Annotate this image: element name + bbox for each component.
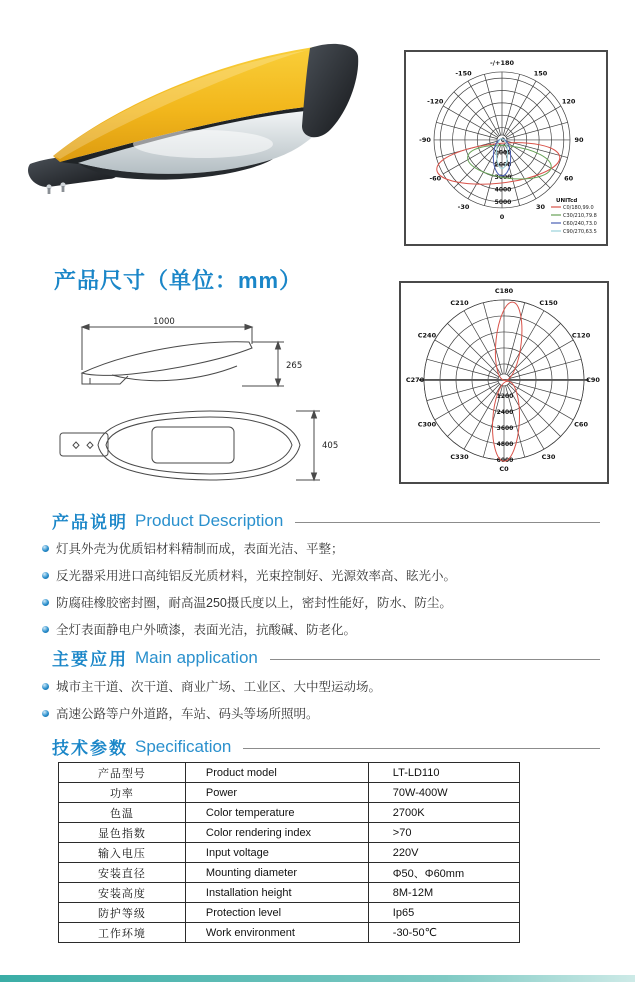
end-cap [302, 44, 358, 137]
side-view-drawing [82, 317, 302, 386]
spec-table [58, 762, 520, 943]
bullet-icon [42, 683, 49, 690]
spec-zh-cell: 功率 [59, 783, 186, 803]
svg-text:0: 0 [500, 136, 506, 144]
spec-value-cell: 220V [368, 843, 519, 863]
heading-rule [243, 748, 600, 749]
table-row [59, 823, 520, 843]
bolt-stem [62, 186, 65, 192]
spec-en-cell: Protection level [185, 903, 368, 923]
table-row [59, 863, 520, 883]
photometric-diagram-1 [404, 50, 608, 246]
svg-text:UNITcd: UNITcd [556, 198, 578, 204]
svg-text:2400: 2400 [496, 408, 514, 416]
svg-text:C240: C240 [417, 331, 437, 340]
svg-text:C60: C60 [574, 420, 588, 429]
svg-text:0: 0 [499, 213, 505, 222]
table-row [59, 803, 520, 823]
radial-labels [497, 393, 514, 464]
svg-text:C300: C300 [417, 420, 437, 429]
svg-text:C0: C0 [499, 465, 509, 474]
svg-text:C270: C270 [405, 376, 425, 385]
bullet-icon [42, 626, 49, 633]
dim-top-width-label: 405 [322, 441, 339, 451]
svg-text:3600: 3600 [496, 424, 514, 432]
svg-text:-30: -30 [457, 202, 470, 211]
dimensions-title: 产品尺寸（单位：mm） [54, 268, 303, 293]
section-title-en: Main application [135, 647, 258, 667]
svg-text:C330: C330 [450, 453, 469, 462]
spec-en-cell: Power [185, 783, 368, 803]
spec-en-cell: Mounting diameter [185, 863, 368, 883]
dim-length-label: 1000 [153, 317, 175, 327]
heading-rule [270, 659, 600, 660]
section-title-zh: 技术参数 [52, 739, 128, 758]
spec-zh-cell: 安装直径 [59, 863, 186, 883]
svg-text:C30/210,79.8: C30/210,79.8 [563, 213, 597, 219]
svg-text:5000: 5000 [494, 198, 512, 206]
spec-value-cell: LT-LD110 [368, 763, 519, 783]
svg-text:-/+180: -/+180 [489, 59, 515, 68]
svg-text:6000: 6000 [496, 456, 514, 464]
spec-en-cell: Installation height [185, 883, 368, 903]
spec-value-cell: >70 [368, 823, 519, 843]
spec-zh-cell: 显色指数 [59, 823, 186, 843]
spec-value-cell: 8M-12M [368, 883, 519, 903]
svg-text:60: 60 [564, 174, 574, 183]
section-title-zh: 主要应用 [52, 650, 128, 669]
spec-zh-cell: 输入电压 [59, 843, 186, 863]
svg-text:-120: -120 [427, 97, 444, 106]
bolt-stem [48, 188, 51, 194]
spec-zh-cell: 防护等级 [59, 903, 186, 923]
svg-text:2000: 2000 [494, 161, 512, 169]
svg-text:C60/240,73.0: C60/240,73.0 [563, 221, 597, 227]
dim-side-height-label: 265 [286, 361, 303, 371]
svg-text:150: 150 [533, 69, 548, 78]
spec-zh-cell: 工作环境 [59, 923, 186, 943]
description-bullets [42, 536, 602, 644]
spec-en-cell: Work environment [185, 923, 368, 943]
spec-value-cell: 70W-400W [368, 783, 519, 803]
spec-value-cell: Ip65 [368, 903, 519, 923]
spec-value-cell: Φ50、Φ60mm [368, 863, 519, 883]
bullet-text: 灯具外壳为优质铝材料精制而成，表面光洁、平整； [56, 542, 344, 556]
svg-text:120: 120 [561, 97, 576, 106]
list-item [42, 590, 602, 617]
polar-chart-1 [406, 52, 606, 244]
svg-text:1200: 1200 [496, 392, 514, 400]
bullet-text: 反光器采用进口高纯铝反光质材料，光束控制好、光源效率高、眩光小。 [56, 569, 457, 583]
svg-text:-90: -90 [419, 136, 431, 145]
svg-text:4800: 4800 [496, 440, 514, 448]
svg-text:C180: C180 [494, 287, 514, 296]
list-item [42, 617, 602, 644]
bullet-text: 城市主干道、次干道、商业广场、工业区、大中型运动场。 [56, 680, 382, 694]
dimension-drawing [52, 314, 382, 492]
table-row [59, 763, 520, 783]
application-bullets [42, 674, 602, 728]
heading-rule [295, 522, 600, 523]
table-row [59, 843, 520, 863]
list-item [42, 536, 602, 563]
svg-text:3000: 3000 [494, 174, 512, 182]
spec-value-cell: 2700K [368, 803, 519, 823]
spec-en-cell: Color temperature [185, 803, 368, 823]
bullet-text: 防腐硅橡胶密封圈，耐高温250摄氏度以上，密封性能好，防水、防尘。 [56, 596, 452, 610]
section-heading-specification [52, 734, 600, 759]
footer-bar [0, 975, 635, 982]
bullet-text: 高速公路等户外道路，车站、码头等场所照明。 [56, 707, 319, 721]
top-view-drawing [60, 411, 338, 480]
chart-legend [548, 194, 604, 242]
svg-text:C150: C150 [539, 299, 558, 308]
table-row [59, 883, 520, 903]
svg-text:C0/180,99.0: C0/180,99.0 [563, 205, 594, 211]
svg-text:C210: C210 [450, 299, 469, 308]
bullet-icon [42, 599, 49, 606]
spec-en-cell: Input voltage [185, 843, 368, 863]
svg-text:C90/270,63.5: C90/270,63.5 [563, 229, 597, 235]
list-item [42, 563, 602, 590]
bullet-icon [42, 545, 49, 552]
spec-en-cell: Color rendering index [185, 823, 368, 843]
svg-text:1000: 1000 [494, 149, 512, 157]
spec-en-cell: Product model [185, 763, 368, 783]
section-heading-application [52, 645, 600, 670]
spec-value-cell: -30-50℃ [368, 923, 519, 943]
table-row [59, 903, 520, 923]
svg-text:30: 30 [535, 202, 546, 211]
svg-text:C90: C90 [586, 376, 600, 385]
photometric-diagram-2 [399, 281, 609, 484]
svg-text:-60: -60 [429, 174, 442, 183]
svg-text:4000: 4000 [494, 186, 512, 194]
section-title-en: Product Description [135, 510, 284, 530]
spec-zh-cell: 安装高度 [59, 883, 186, 903]
bullet-icon [42, 572, 49, 579]
section-heading-description [52, 508, 600, 533]
svg-text:C30: C30 [541, 453, 556, 462]
list-item [42, 701, 602, 728]
spec-zh-cell: 色温 [59, 803, 186, 823]
street-light-illustration [28, 44, 358, 194]
product-photo [18, 26, 383, 248]
svg-text:90: 90 [574, 136, 584, 145]
table-row [59, 923, 520, 943]
spec-zh-cell: 产品型号 [59, 763, 186, 783]
section-title-en: Specification [135, 736, 232, 756]
table-row [59, 783, 520, 803]
bullet-icon [42, 710, 49, 717]
svg-text:-150: -150 [455, 69, 472, 78]
polar-chart-2 [401, 283, 607, 482]
bullet-text: 全灯表面静电户外喷漆，表面光洁，抗酸碱、防老化。 [56, 623, 357, 637]
list-item [42, 674, 602, 701]
section-title-zh: 产品说明 [52, 513, 128, 532]
svg-text:C120: C120 [571, 331, 591, 340]
